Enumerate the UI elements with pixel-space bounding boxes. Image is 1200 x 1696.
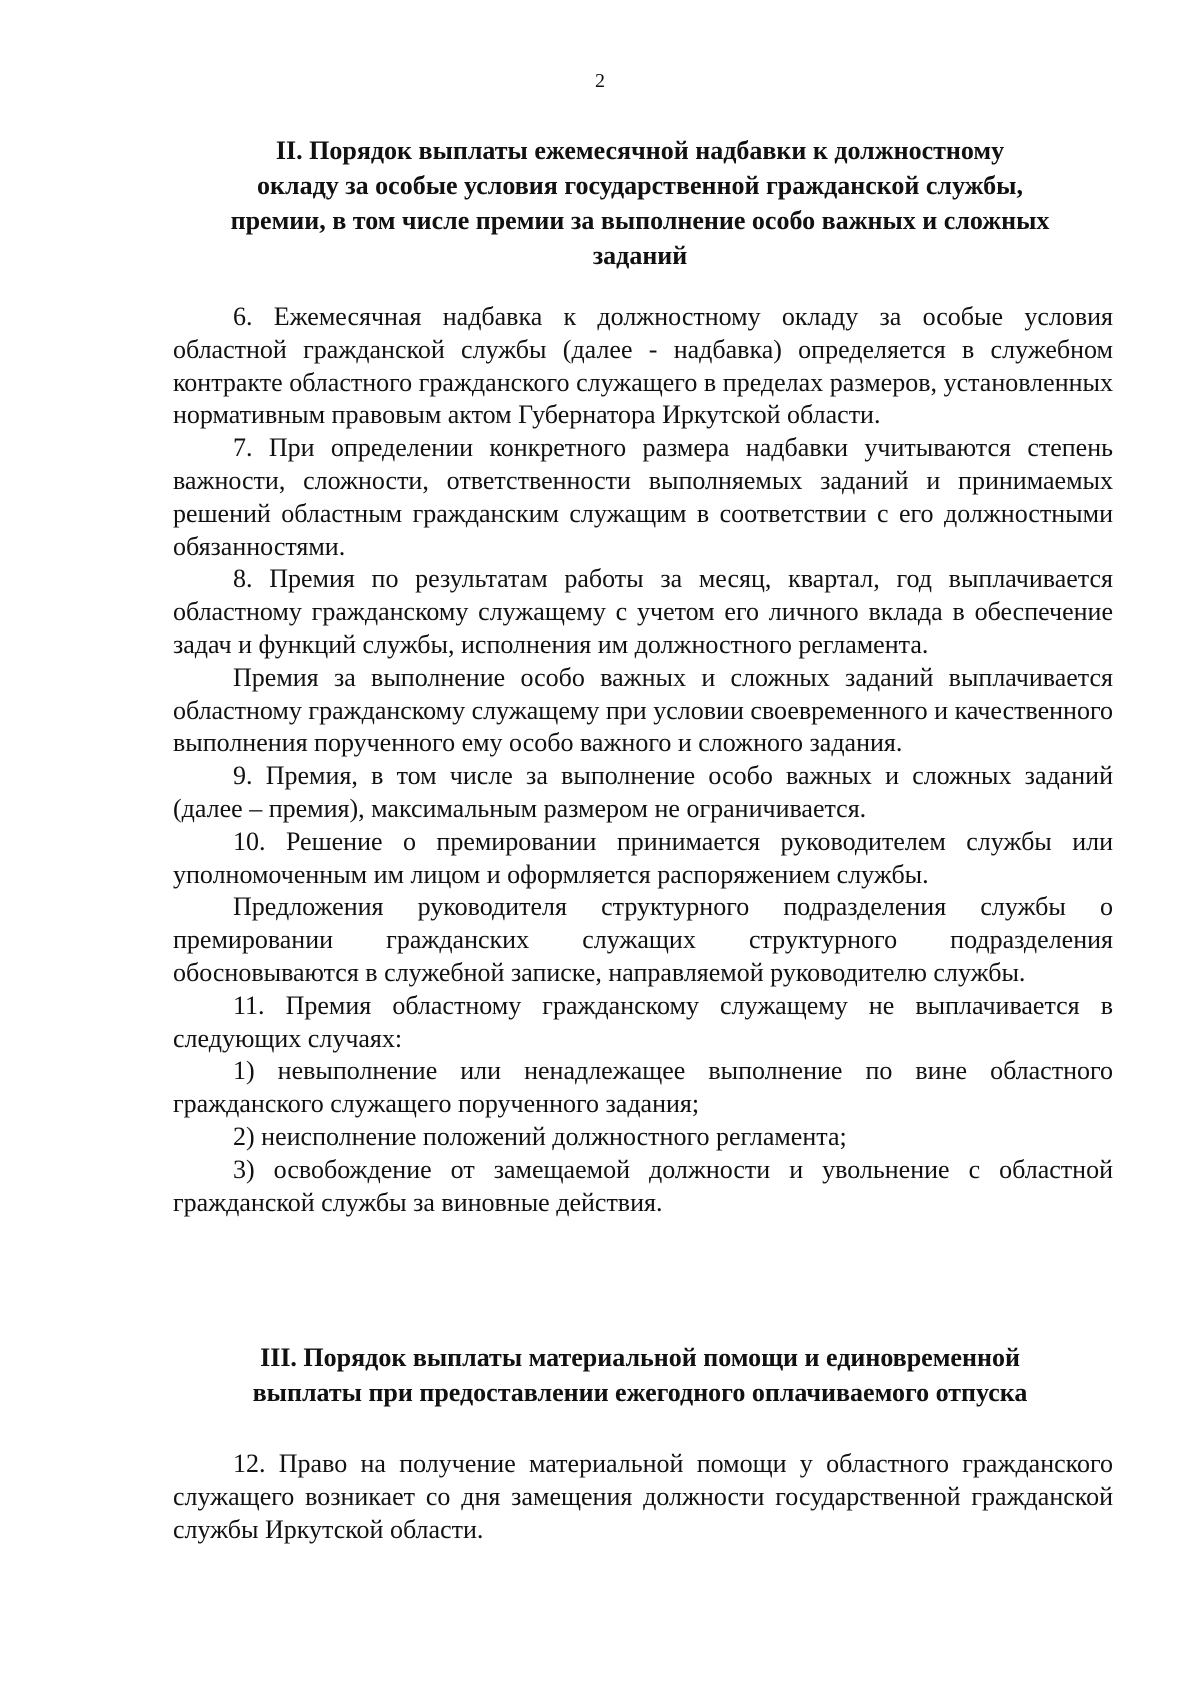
paragraph-8-important-tasks: Премия за выполнение особо важных и сложных заданий выплачивается областному гражданскому служащему при условии своевременного и качественного выполнения порученного ему особо важного и сложного задания. xyxy=(173,662,1113,758)
paragraph-11: 11. Премия областному гражданскому служащему не выплачивается в следующих случаях: xyxy=(173,990,1113,1053)
paragraph-7: 7. При определении конкретного размера надбавки учитываются степень важности, сложности, ответственности выполняемых заданий и принимаемых решений областным гражданским служащим в соответствии с его должностными обязанностями. xyxy=(173,433,1113,561)
section-2-heading-line: премии, в том числе премии за выполнение особо важных и сложных xyxy=(230,206,1050,235)
paragraph-8: 8. Премия по результатам работы за месяц, квартал, год выплачивается областному гражданскому служащему с учетом его личного вклада в обеспечение задач и функций службы, исполнения им должностного регламента. xyxy=(173,564,1113,659)
paragraph-9: 9. Премия, в том числе за выполнение особо важных и сложных заданий (далее – премия), максимальным размером не ограничивается. xyxy=(173,761,1113,823)
section-2-heading-line: II. Порядок выплаты ежемесячной надбавки к должностному xyxy=(275,136,1005,165)
page-number: 2 xyxy=(595,70,605,92)
paragraph-11-case-3: 3) освобождение от замещаемой должности и увольнение с областной гражданской службы за виновные действия. xyxy=(173,1154,1113,1217)
paragraph-10-proposals: Предложения руководителя структурного подразделения службы о премировании гражданских служащих структурного подразделения обосновываются в служебной записке, направляемой руководителю службы. xyxy=(173,892,1113,987)
section-2-heading-line: заданий xyxy=(592,241,688,270)
section-2-body xyxy=(173,301,1113,1219)
section-3-heading-line: выплаты при предоставлении ежегодного оплачиваемого отпуска xyxy=(252,1378,1028,1407)
paragraph-12: 12. Право на получение материальной помощи у областного гражданского служащего возникает со дня замещения должности государственной гражданской службы Иркутской области. xyxy=(173,1449,1113,1544)
paragraph-11-case-1: 1) невыполнение или ненадлежащее выполнение по вине областного гражданского служащего порученного задания; xyxy=(173,1056,1113,1119)
section-3-body xyxy=(173,1448,1113,1546)
paragraph-10: 10. Решение о премировании принимается руководителем службы или уполномоченным им лицом и оформляется распоряжением службы. xyxy=(173,826,1113,889)
paragraph-11-case-2: 2) неисполнение положений должностного регламента; xyxy=(233,1121,847,1151)
section-3-heading xyxy=(180,1340,1100,1410)
paragraph-6: 6. Ежемесячная надбавка к должностному окладу за особые условия областной гражданской службы (далее - надбавка) определяется в служебном контракте областного гражданского служащего в пределах размеров, установленных нормативным правовым актом Губернатора Иркутской области. xyxy=(173,302,1113,430)
section-2-heading xyxy=(180,133,1100,273)
section-3-heading-line: III. Порядок выплаты материальной помощи и единовременной xyxy=(260,1343,1020,1372)
section-2-heading-line: окладу за особые условия государственной гражданской службы, xyxy=(257,171,1023,200)
